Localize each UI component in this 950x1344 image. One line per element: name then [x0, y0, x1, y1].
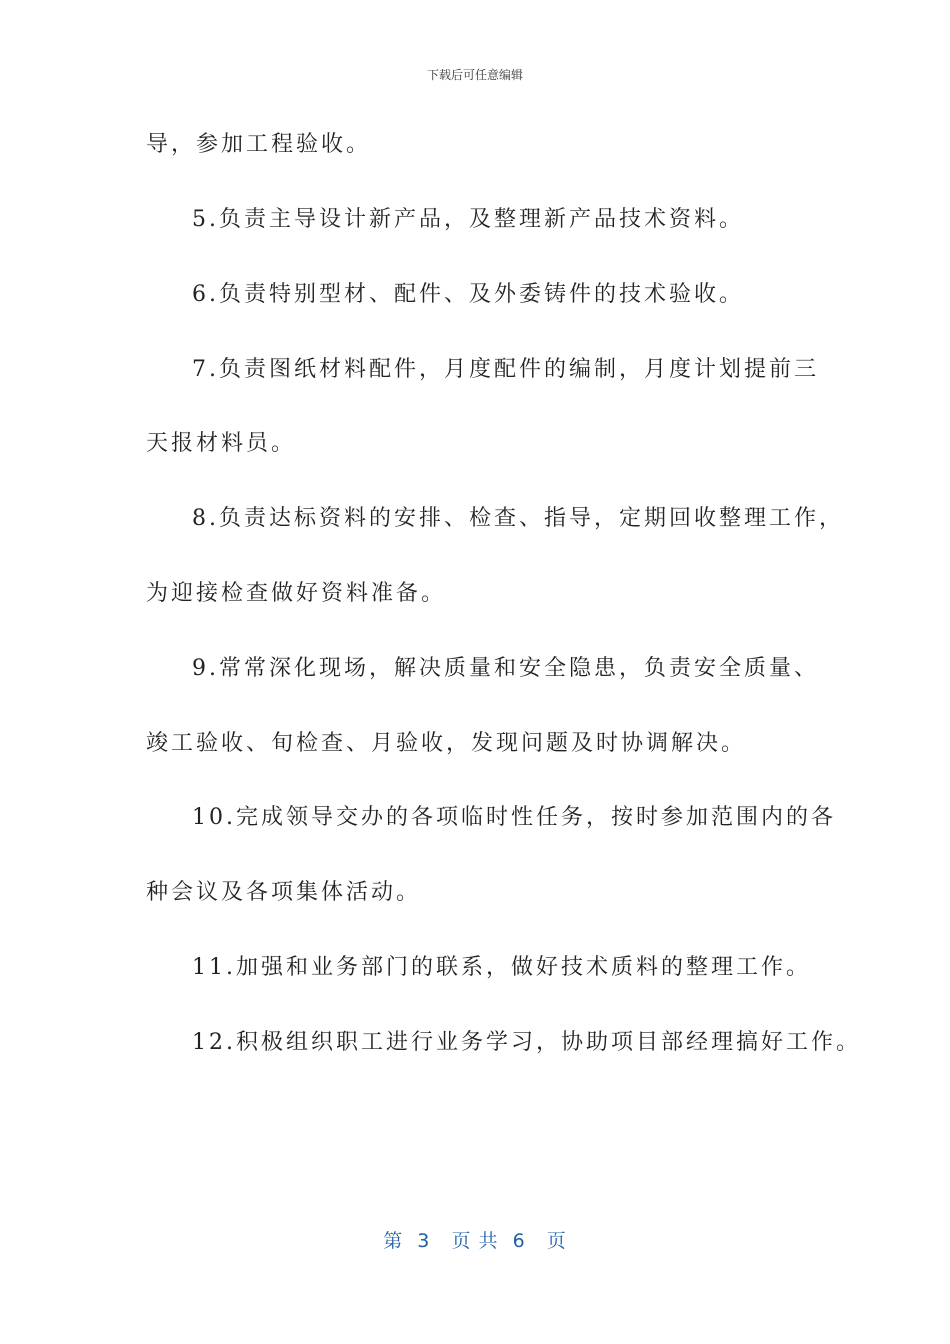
paragraph-line: 12.积极组织职工进行业务学习，协助项目部经理搞好工作。: [192, 1030, 861, 1055]
paragraph-line: 7.负责图纸材料配件，月度配件的编制，月度计划提前三: [192, 357, 819, 382]
paragraph-line: 9.常常深化现场，解决质量和安全隐患，负责安全质量、: [192, 656, 819, 681]
paragraph-line: 10.完成领导交办的各项临时性任务，按时参加范围内的各: [192, 805, 836, 830]
page-number-footer: 第 3 页 共 6 页: [383, 1230, 567, 1252]
paragraph-line: 为迎接检查做好资料准备。: [146, 581, 447, 606]
paragraph-line: 5.负责主导设计新产品，及整理新产品技术资料。: [192, 207, 744, 232]
page-header: 下载后可任意编辑: [426, 68, 523, 82]
paragraph-line: 导，参加工程验收。: [146, 132, 372, 157]
paragraph-line: 竣工验收、旬检查、月验收，发现问题及时协调解决。: [146, 731, 747, 756]
paragraph-line: 种会议及各项集体活动。: [146, 880, 422, 905]
paragraph-line: 6.负责特别型材、配件、及外委铸件的技术验收。: [192, 282, 744, 307]
paragraph-line: 天报材料员。: [146, 431, 297, 456]
paragraph-line: 8.负责达标资料的安排、检查、指导，定期回收整理工作，: [192, 506, 844, 531]
paragraph-line: 11.加强和业务部门的联系，做好技术质料的整理工作。: [192, 955, 811, 980]
